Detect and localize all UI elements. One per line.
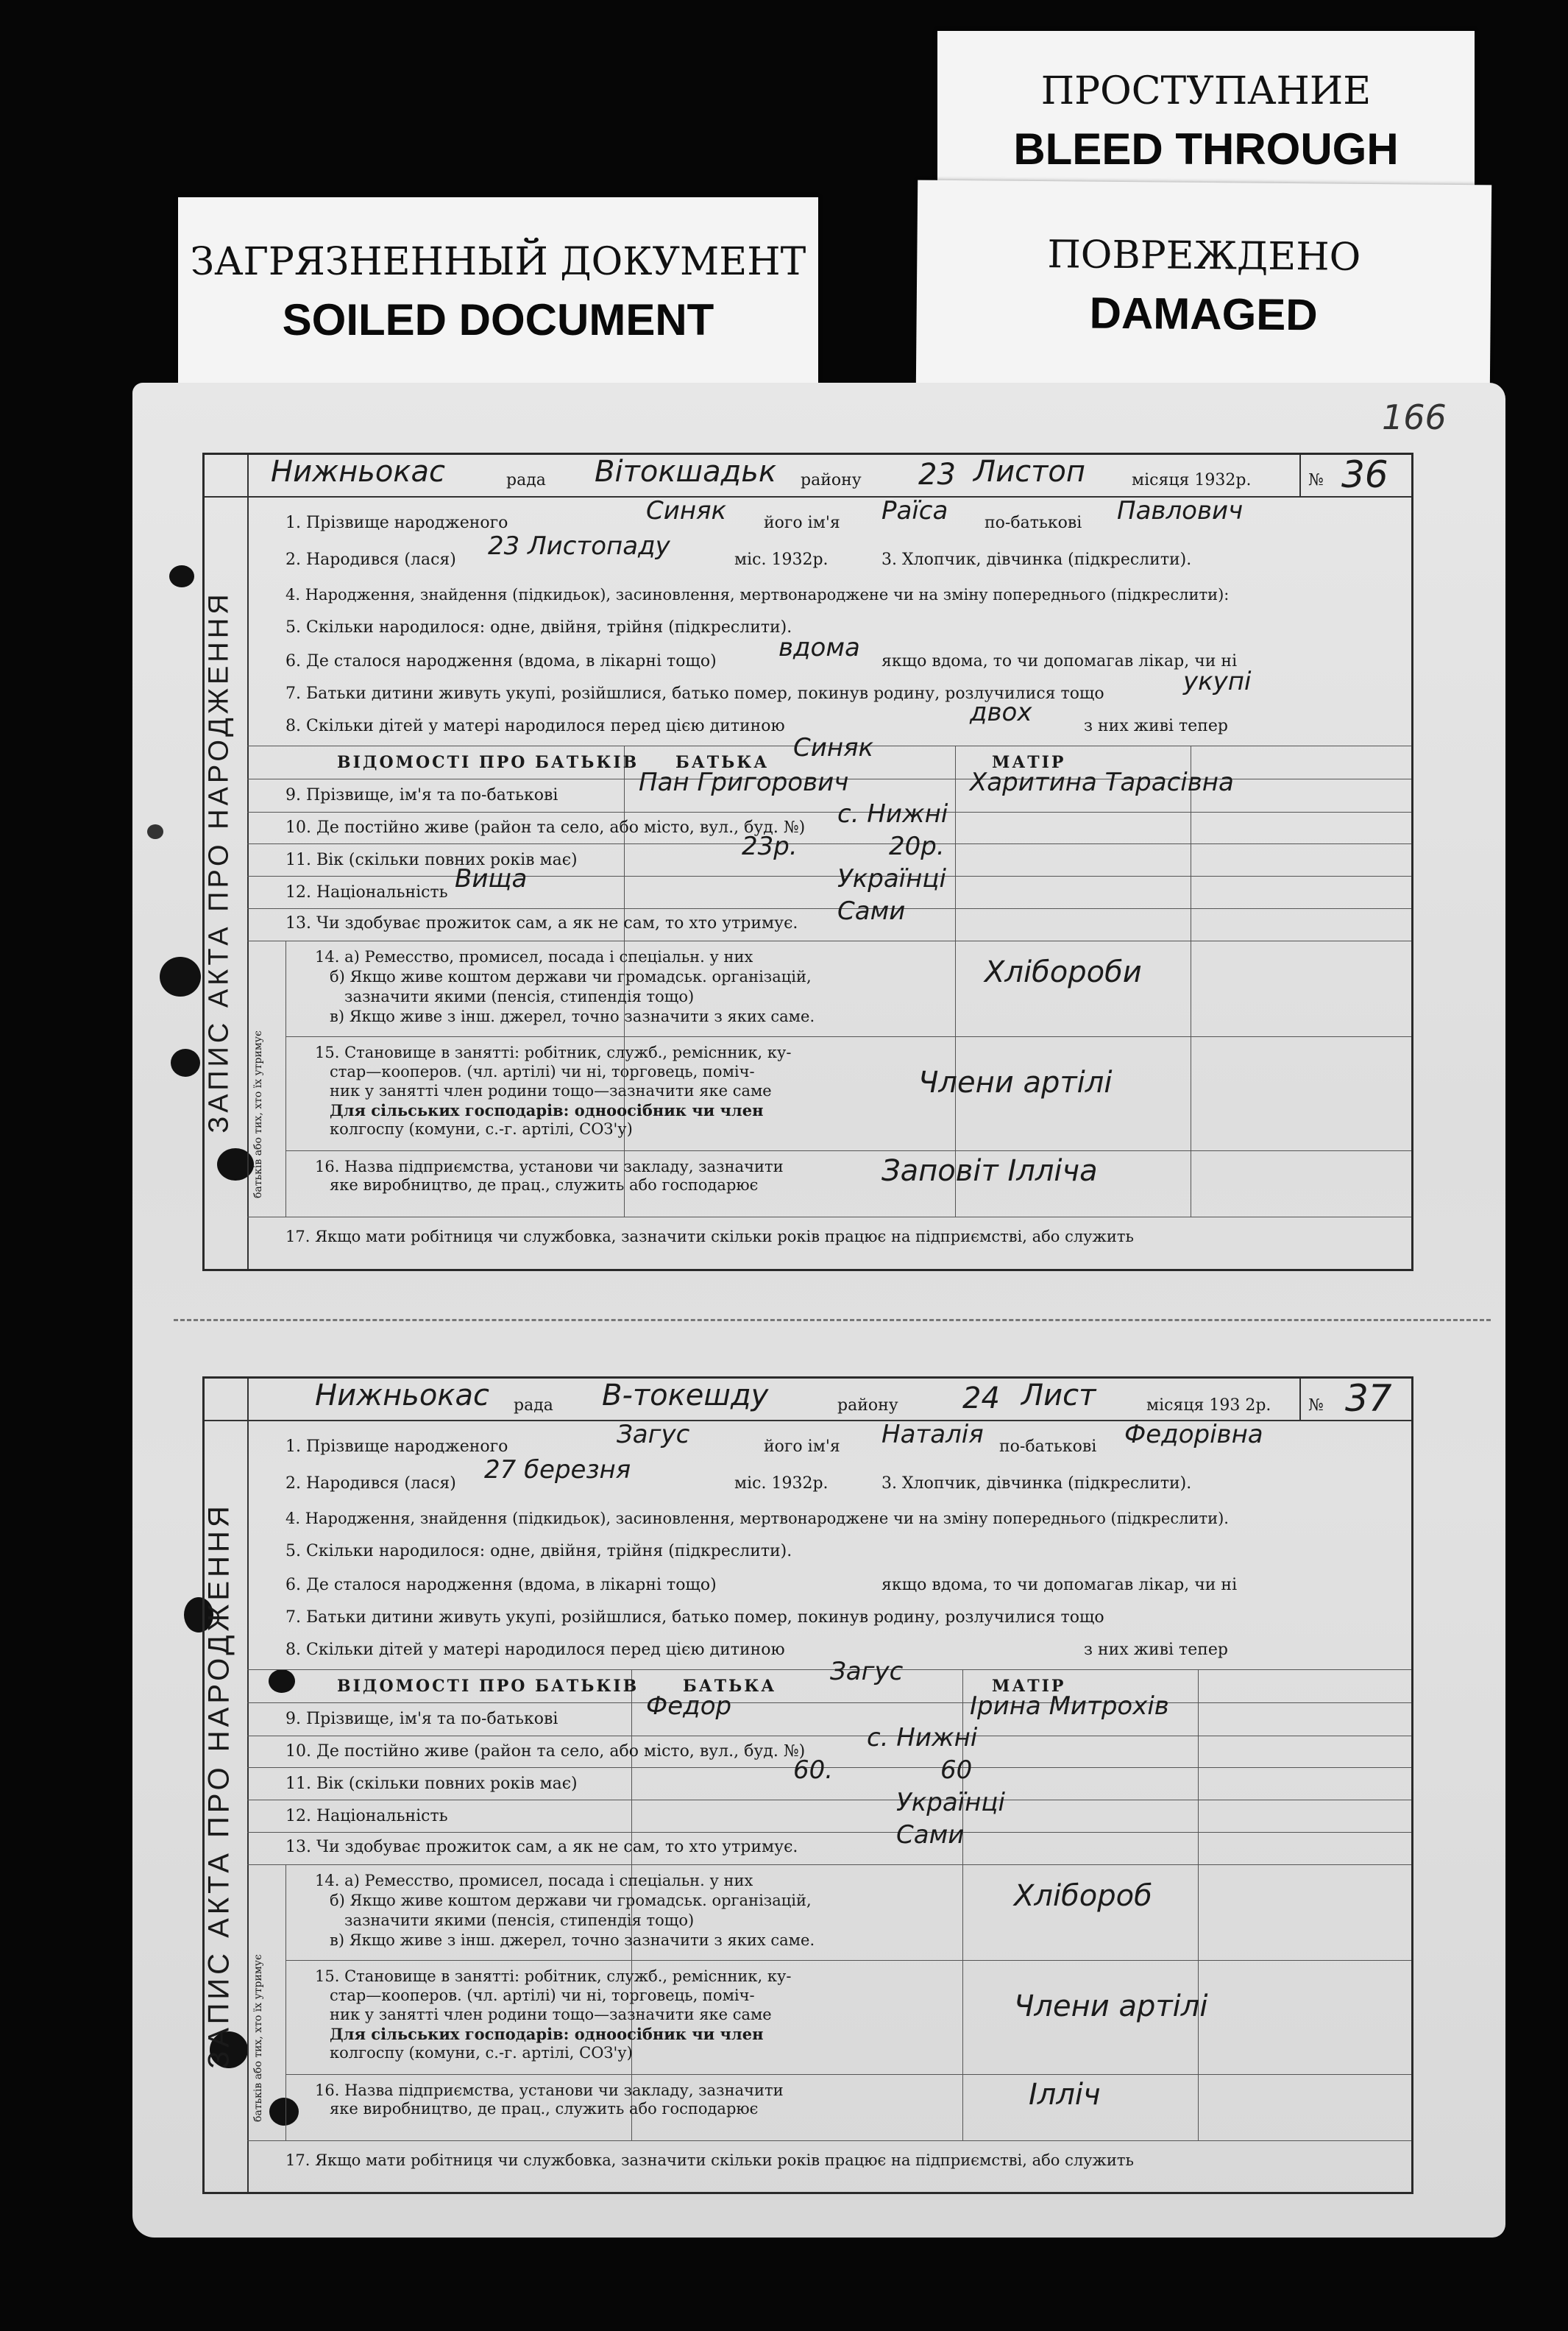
row-6 xyxy=(285,652,717,671)
row-label: 4. Народження, знайдення (підкидьок), засиновлення, мертвонароджене чи на зміну попереднього (підкреслити). xyxy=(285,1510,1229,1527)
column-divider xyxy=(955,746,956,1217)
birthplace-value: вдома xyxy=(778,633,860,662)
form-header xyxy=(205,1379,1411,1421)
row-15d xyxy=(330,1101,763,1119)
row-label: 11. Вік (скільки повних років має) xyxy=(285,1775,578,1793)
soiled-document-label xyxy=(178,197,818,389)
row-15a xyxy=(315,1967,791,1985)
row-5 xyxy=(285,618,792,637)
row-label: 4. Народження, знайдення (підкидьок), засиновлення, мертвонароджене чи на зміну попереднього (підкреслити): xyxy=(285,586,1230,604)
table-row-line xyxy=(285,1036,1411,1037)
district-name: В-токешду xyxy=(602,1379,769,1412)
column-divider xyxy=(1198,1669,1199,2140)
row-8 xyxy=(285,1641,785,1659)
row-15b xyxy=(330,1987,755,2004)
table-row-line xyxy=(285,1150,1411,1151)
row-label: 12. Національність xyxy=(285,1807,448,1825)
row-label: стар—кооперов. (чл. артілі) чи ні, торговець, поміч- xyxy=(330,1063,755,1080)
section-title: ВІДОМОСТІ ПРО БАТЬКІВ xyxy=(337,1677,639,1696)
family-name-over: Синяк xyxy=(793,733,874,763)
enterprise-value: Заповіт Ілліча xyxy=(881,1154,1098,1188)
row-label: б) Якщо живе коштом держави чи громадськ. організацій, xyxy=(330,968,812,986)
page-number: 166 xyxy=(1382,397,1447,437)
name-value: Раїса xyxy=(881,496,948,526)
record-number-box xyxy=(1299,1379,1411,1420)
row-label: 7. Батьки дитини живуть укупі, розійшлися, батько помер, покинув родину, розлучилися тощо xyxy=(285,685,1104,703)
father-name: Пан Григорович xyxy=(639,768,849,797)
table-row-line xyxy=(247,843,1411,844)
ink-stain xyxy=(160,957,201,997)
employment-value: Члени артілі xyxy=(918,1066,1113,1100)
row-8-tail: з них живі тепер xyxy=(1084,1641,1228,1659)
label-ru: ЗАГРЯЗНЕННЫЙ ДОКУМЕНТ xyxy=(190,240,806,284)
day: 23 xyxy=(918,458,956,492)
patronymic-label: по-батькові xyxy=(985,514,1082,532)
side-title-strip xyxy=(202,1379,249,2192)
month: Лист xyxy=(1021,1379,1096,1412)
row-label: 15. Становище в занятті: робітник, служб., реміснник, ку- xyxy=(315,1044,792,1061)
row-label: 17. Якщо мати робітниця чи службовка, зазначити скільки років працює на підприємстві, або служить xyxy=(285,2151,1134,2169)
table-divider xyxy=(247,1669,1411,1670)
row-label: стар—кооперов. (чл. артілі) чи ні, торговець, поміч- xyxy=(330,1987,755,2004)
row-6-tail: якщо вдома, то чи допомагав лікар, чи ні xyxy=(881,652,1238,671)
record-number: 37 xyxy=(1345,1377,1392,1420)
table-row-line xyxy=(247,1832,1411,1833)
row-17 xyxy=(285,2151,1134,2169)
row-15e xyxy=(330,1120,633,1138)
row-9 xyxy=(285,1710,558,1728)
name-value: Наталія xyxy=(881,1420,984,1449)
row-label: б) Якщо живе коштом держави чи громадськ. організацій, xyxy=(330,1892,812,1909)
ink-stain xyxy=(147,824,163,839)
month-label: місяця 1932р. xyxy=(1132,471,1252,489)
row-8-tail: з них живі тепер xyxy=(1084,717,1228,735)
row-label: ник у занятті член родини тощо—зазначити яке саме xyxy=(330,1082,772,1100)
row-label: 5. Скільки народилося: одне, двійня, трійня (підкреслити). xyxy=(285,1542,792,1560)
row-label: 12. Національність xyxy=(285,883,448,902)
row-15c xyxy=(330,2006,772,2023)
birth-year: міс. 1932р. xyxy=(734,551,829,569)
row-label: яке виробництво, де прац., служить або господарює xyxy=(330,2100,759,2118)
row-14c xyxy=(330,1008,815,1025)
row-label: в) Якщо живе з інш. джерел, точно зазначити з яких саме. xyxy=(330,1008,815,1025)
table-row-line xyxy=(285,2074,1411,2075)
row-15d xyxy=(330,2025,763,2043)
row-4 xyxy=(285,1510,1229,1527)
row-14b xyxy=(330,968,812,986)
side-title-strip xyxy=(205,455,249,1269)
row-7 xyxy=(285,1608,1104,1627)
row-label: 7. Батьки дитини живуть укупі, розійшлися, батько помер, покинув родину, розлучилися тощо xyxy=(285,1608,1104,1627)
parents-status-value: укупі xyxy=(1183,667,1252,696)
family-name-over: Загус xyxy=(830,1657,904,1686)
patronymic-label: по-батькові xyxy=(999,1437,1097,1456)
rada-label: рада xyxy=(514,1396,553,1415)
surname-value: Синяк xyxy=(646,496,727,526)
mother-header: МАТІР xyxy=(992,753,1066,772)
label-en: BLEED THROUGH xyxy=(1013,124,1399,174)
section-title: ВІДОМОСТІ ПРО БАТЬКІВ xyxy=(337,753,639,772)
father-header: БАТЬКА xyxy=(675,753,770,772)
row-label: 10. Де постійно живе (район та село, або місто, вул., буд. №) xyxy=(285,1742,806,1761)
damaged-label xyxy=(916,180,1491,395)
row-label: 17. Якщо мати робітниця чи службовка, зазначити скільки років працює на підприємстві, або служить xyxy=(285,1228,1134,1245)
row-label: 16. Назва підприємства, установи чи закладу, зазначити xyxy=(315,1158,784,1175)
row-6 xyxy=(285,1576,717,1594)
row-12 xyxy=(285,883,448,902)
row-label: Для сільських господарів: одноосібник чи член xyxy=(330,1101,764,1119)
column-divider xyxy=(285,941,286,1217)
row-label: ник у занятті член родини тощо—зазначити яке саме xyxy=(330,2006,772,2023)
mother-age: 60 xyxy=(940,1755,973,1785)
side-small-label: батьків або тих, хто їх утримує xyxy=(252,1954,264,2122)
label-en: SOILED DOCUMENT xyxy=(282,295,714,344)
row-label: 14. а) Ремесство, промисел, посада і спеціальн. у них xyxy=(315,1872,753,1889)
row-11 xyxy=(285,1775,578,1793)
row-15b xyxy=(330,1063,755,1080)
row-2 xyxy=(285,1474,456,1493)
row-6-tail: якщо вдома, то чи допомагав лікар, чи ні xyxy=(881,1576,1238,1594)
table-row-line xyxy=(285,1960,1411,1961)
table-row-line xyxy=(247,1702,1411,1703)
row-label: яке виробництво, де прац., служить або господарює xyxy=(330,1176,759,1194)
perforation-line xyxy=(174,1319,1491,1321)
birth-date-value: 27 березня xyxy=(484,1455,631,1485)
row-12 xyxy=(285,1807,448,1825)
row-label: 8. Скільки дітей у матері народилося перед цією дитиною xyxy=(285,717,785,735)
father-age: 23р. xyxy=(742,832,798,861)
number-prefix: № xyxy=(1308,471,1324,489)
occupation-value: Хлібороб xyxy=(1014,1879,1152,1913)
row-1 xyxy=(285,514,508,532)
district-name: Вітокшадьк xyxy=(595,455,776,489)
row-14a xyxy=(315,948,753,966)
row-label: 10. Де постійно живе (район та село, або місто, вул., буд. №) xyxy=(285,818,806,837)
name-label: його ім'я xyxy=(764,1437,840,1456)
row-14b2 xyxy=(344,988,694,1005)
district-label: району xyxy=(837,1396,898,1415)
self-support-value: Сами xyxy=(896,1820,965,1850)
table-row-line xyxy=(247,876,1411,877)
row-5 xyxy=(285,1542,792,1560)
ink-stain xyxy=(169,565,194,587)
row-16b xyxy=(330,2100,758,2118)
mother-age: 20р. xyxy=(889,832,945,861)
row-15e xyxy=(330,2044,633,2062)
birth-year: міс. 1932р. xyxy=(734,1474,829,1493)
row-label: 5. Скільки народилося: одне, двійня, трійня (підкреслити). xyxy=(285,618,792,637)
row-label: 1. Прізвище народженого xyxy=(285,514,508,532)
row-label: колгоспу (комуни, с.-г. артілі, СОЗ'у) xyxy=(330,1120,633,1138)
table-row-line xyxy=(247,1864,1411,1865)
row-16 xyxy=(315,1158,784,1175)
row-10 xyxy=(285,818,805,837)
form-header xyxy=(205,455,1411,498)
row-label: 13. Чи здобуває прожиток сам, а як не сам, то хто утримує. xyxy=(285,914,798,933)
row-label: 6. Де сталося народження (вдома, в лікарні тощо) xyxy=(285,1576,717,1594)
row-label: 2. Народився (лася) xyxy=(285,551,456,569)
row-1 xyxy=(285,1437,508,1456)
label-ru: ПОВРЕЖДЕНО xyxy=(1047,233,1361,280)
nationality-value: Українці xyxy=(837,864,946,894)
number-prefix: № xyxy=(1308,1396,1324,1415)
row-11 xyxy=(285,851,578,869)
row-15c xyxy=(330,1082,772,1100)
patronymic-value: Федорівна xyxy=(1124,1420,1263,1449)
ink-stain xyxy=(171,1049,200,1077)
name-label: його ім'я xyxy=(764,514,840,532)
row-label: 6. Де сталося народження (вдома, в лікарні тощо) xyxy=(285,652,717,671)
row-label: 1. Прізвище народженого xyxy=(285,1437,508,1456)
enterprise-value: Ілліч xyxy=(1029,2078,1101,2112)
residence-value: с. Нижні xyxy=(867,1723,978,1752)
father-name: Федор xyxy=(646,1691,732,1721)
month: Листоп xyxy=(973,455,1085,489)
row-14c xyxy=(330,1931,815,1949)
row-label: 13. Чи здобуває прожиток сам, а як не сам, то хто утримує. xyxy=(285,1838,798,1856)
row-17 xyxy=(285,1228,1134,1245)
row-label: 11. Вік (скільки повних років має) xyxy=(285,851,578,869)
row-9 xyxy=(285,786,558,804)
row-2 xyxy=(285,551,456,569)
row-label: зазначити якими (пенсія, стипендія тощо) xyxy=(344,988,695,1005)
occupation-value: Хлібороби xyxy=(985,955,1142,989)
label-ru: ПРОСТУПАНИЕ xyxy=(1040,69,1372,113)
nationality-value: Українці xyxy=(896,1788,1005,1817)
council-name: Нижньокас xyxy=(271,455,445,489)
row-label: 14. а) Ремесство, промисел, посада і спеціальн. у них xyxy=(315,948,753,966)
record-number-box xyxy=(1299,455,1411,496)
sex-label: 3. Хлопчик, дівчинка (підкреслити). xyxy=(881,1474,1192,1493)
father-header: БАТЬКА xyxy=(683,1677,777,1696)
self-support-value: Сами xyxy=(837,896,906,926)
table-row-line xyxy=(247,812,1411,813)
row-14a xyxy=(315,1872,753,1889)
day: 24 xyxy=(962,1382,1000,1415)
stamp-text: Вища xyxy=(455,864,528,894)
row-10 xyxy=(285,1742,805,1761)
table-row-line xyxy=(247,908,1411,909)
mother-header: МАТІР xyxy=(992,1677,1066,1696)
district-label: району xyxy=(801,471,862,489)
father-age: 60. xyxy=(793,1755,834,1785)
row-label: 9. Прізвище, ім'я та по-батькові xyxy=(285,1710,558,1728)
month-label: місяця 193 2р. xyxy=(1146,1396,1271,1415)
council-name: Нижньокас xyxy=(315,1379,489,1412)
row-label: 2. Народився (лася) xyxy=(285,1474,456,1493)
children-value: двох xyxy=(970,698,1032,727)
row-label: 8. Скільки дітей у матері народилося перед цією дитиною xyxy=(285,1641,785,1659)
row-8 xyxy=(285,717,785,735)
row-label: 16. Назва підприємства, установи чи закладу, зазначити xyxy=(315,2081,784,2099)
rada-label: рада xyxy=(506,471,546,489)
row-4 xyxy=(285,586,1229,604)
row-label: колгоспу (комуни, с.-г. артілі, СОЗ'у) xyxy=(330,2044,633,2062)
residence-value: с. Нижні xyxy=(837,799,948,829)
row-13 xyxy=(285,1838,798,1856)
side-small-label: батьків або тих, хто їх утримує xyxy=(252,1030,264,1198)
row-13 xyxy=(285,914,798,933)
birth-date-value: 23 Листопаду xyxy=(488,531,670,561)
row-14b xyxy=(330,1892,812,1909)
row-label: Для сільських господарів: одноосібник чи член xyxy=(330,2025,764,2043)
birth-record-form-2 xyxy=(202,1376,1413,2194)
row-label: 9. Прізвище, ім'я та по-батькові xyxy=(285,786,558,804)
surname-value: Загус xyxy=(617,1420,690,1449)
row-15a xyxy=(315,1044,791,1061)
record-number: 36 xyxy=(1341,453,1388,496)
row-label: зазначити якими (пенсія, стипендія тощо) xyxy=(344,1911,695,1929)
side-title: ЗАПИС АКТА ПРО НАРОДЖЕННЯ xyxy=(203,590,235,1133)
row-label: 15. Становище в занятті: робітник, служб., реміснник, ку- xyxy=(315,1967,792,1985)
column-divider xyxy=(285,1864,286,2140)
mother-name: Харитина Тарасівна xyxy=(970,768,1234,797)
patronymic-value: Павлович xyxy=(1117,496,1244,526)
mother-name: Ірина Митрохів xyxy=(970,1691,1169,1721)
birth-record-form-1 xyxy=(202,453,1413,1271)
row-16b xyxy=(330,1176,758,1194)
row-16 xyxy=(315,2081,784,2099)
sex-label: 3. Хлопчик, дівчинка (підкреслити). xyxy=(881,551,1192,569)
side-title: ЗАПИС АКТА ПРО НАРОДЖЕННЯ xyxy=(202,1501,235,2069)
employment-value: Члени артілі xyxy=(1014,1989,1208,2023)
label-en: DAMAGED xyxy=(1089,288,1318,340)
table-row-line xyxy=(247,2140,1411,2141)
row-label: в) Якщо живе з інш. джерел, точно зазначити з яких саме. xyxy=(330,1931,815,1949)
row-14b2 xyxy=(344,1911,694,1929)
